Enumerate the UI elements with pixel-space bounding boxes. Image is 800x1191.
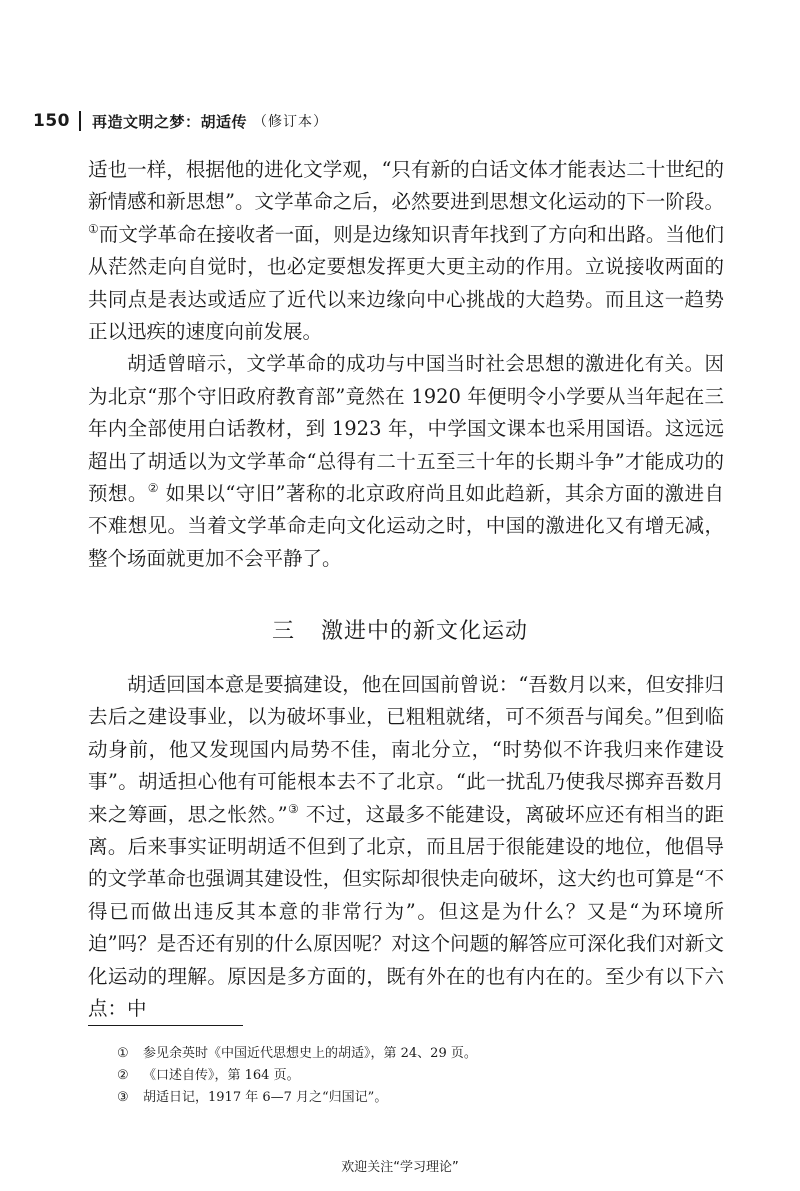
body-text-top: [88, 154, 724, 575]
footnote-mark: ②: [117, 1068, 129, 1083]
footnotes: [117, 1043, 477, 1109]
footnote-1: [117, 1043, 477, 1065]
footnote-2: [117, 1065, 477, 1087]
paragraph-3-text: 胡适回国本意是要搞建设，他在回国前曾说：“吾数月以来，但安排归去后之建设事业，以为破坏事业，已粗粗就绪，可不须吾与闻矣。”但到临动身前，他又发现国内局势不佳，南北分立，“时势似不许我归来作建设事”。胡适担心他有可能根本去不了北京。“此一扰乱乃使我尽掷弃吾数月来之筹画，思之怅然。”: [88, 673, 724, 826]
page-number: 150: [33, 111, 70, 131]
section-heading: [0, 614, 800, 645]
footnote-ref-2: ②: [147, 481, 159, 496]
paragraph-1: [88, 154, 724, 348]
page-footer: 欢迎关注“学习理论”: [341, 1160, 459, 1175]
body-text-bottom: [88, 669, 724, 1025]
footnote-ref-3: ③: [287, 801, 300, 816]
paragraph-3: [88, 669, 724, 1025]
footnote-mark: ③: [117, 1090, 129, 1105]
book-title: 再造文明之梦：胡适传: [92, 112, 248, 131]
running-header: [33, 106, 328, 136]
paragraph-2-text: 胡适曾暗示，文学革命的成功与中国当时社会思想的激进化有关。因为北京“那个守旧政府教育部”竟然在 1920 年便明令小学要从当年起在三年内全部使用白话教材，到 1923 年，中学国文课本也采用国语。这远远超出了胡适以为文学革命“总得有二十五至三十年的长期斗争”才能成功的预想。: [88, 352, 724, 506]
paragraph-2: [88, 348, 724, 575]
paragraph-1-text-cont: 而文学革命在接收者一面，则是边缘知识青年找到了方向和出路。当他们从茫然走向自觉时，也必定要想发挥更大更主动的作用。立说接收两面的共同点是表达或适应了近代以来边缘向中心挑战的大趋势。而且这一趋势正以迅疾的速度向前发展。: [88, 222, 724, 344]
paragraph-3-text-cont: 不过，这最多不能建设，离破坏应还有相当的距离。后来事实证明胡适不但到了北京，而且居于很能建设的地位，他倡导的文学革命也强调其建设性，但实际却很快走向破坏，这大约也可算是“不得已而做出违反其本意的非常行为”。但这是为什么？又是“为环境所迫”吗？是否还有别的什么原因呢？对这个问题的解答应可深化我们对新文化运动的理解。原因是多方面的，既有外在的也有内在的。至少有以下六点：中: [88, 802, 724, 1021]
footnote-ref-1: ①: [88, 221, 99, 236]
edition-label: （修订本）: [253, 114, 329, 130]
footnote-mark: ①: [117, 1046, 129, 1061]
footnote-text: 参见余英时《中国近代思想史上的胡适》，第 24、29 页。: [143, 1046, 477, 1061]
footnote-3: [117, 1087, 477, 1109]
section-number: 三: [271, 619, 295, 644]
footnote-rule: [88, 1025, 243, 1026]
paragraph-2-text-cont: 如果以“守旧”著称的北京政府尚且如此趋新，其余方面的激进自不难想见。当着文学革命走向文化运动之时，中国的激进化又有增无减，整个场面就更加不会平静了。: [88, 482, 724, 570]
header-divider: [79, 111, 81, 131]
footnote-text: 胡适日记，1917 年 6—7 月之“归国记”。: [143, 1090, 388, 1105]
paragraph-1-text: 适也一样，根据他的进化文学观，“只有新的白话文体才能表达二十世纪的新情感和新思想”。文学革命之后，必然要进到思想文化运动的下一阶段。: [88, 158, 724, 214]
section-title: 激进中的新文化运动: [321, 619, 529, 644]
footnote-text: 《口述自传》，第 164 页。: [143, 1068, 300, 1083]
